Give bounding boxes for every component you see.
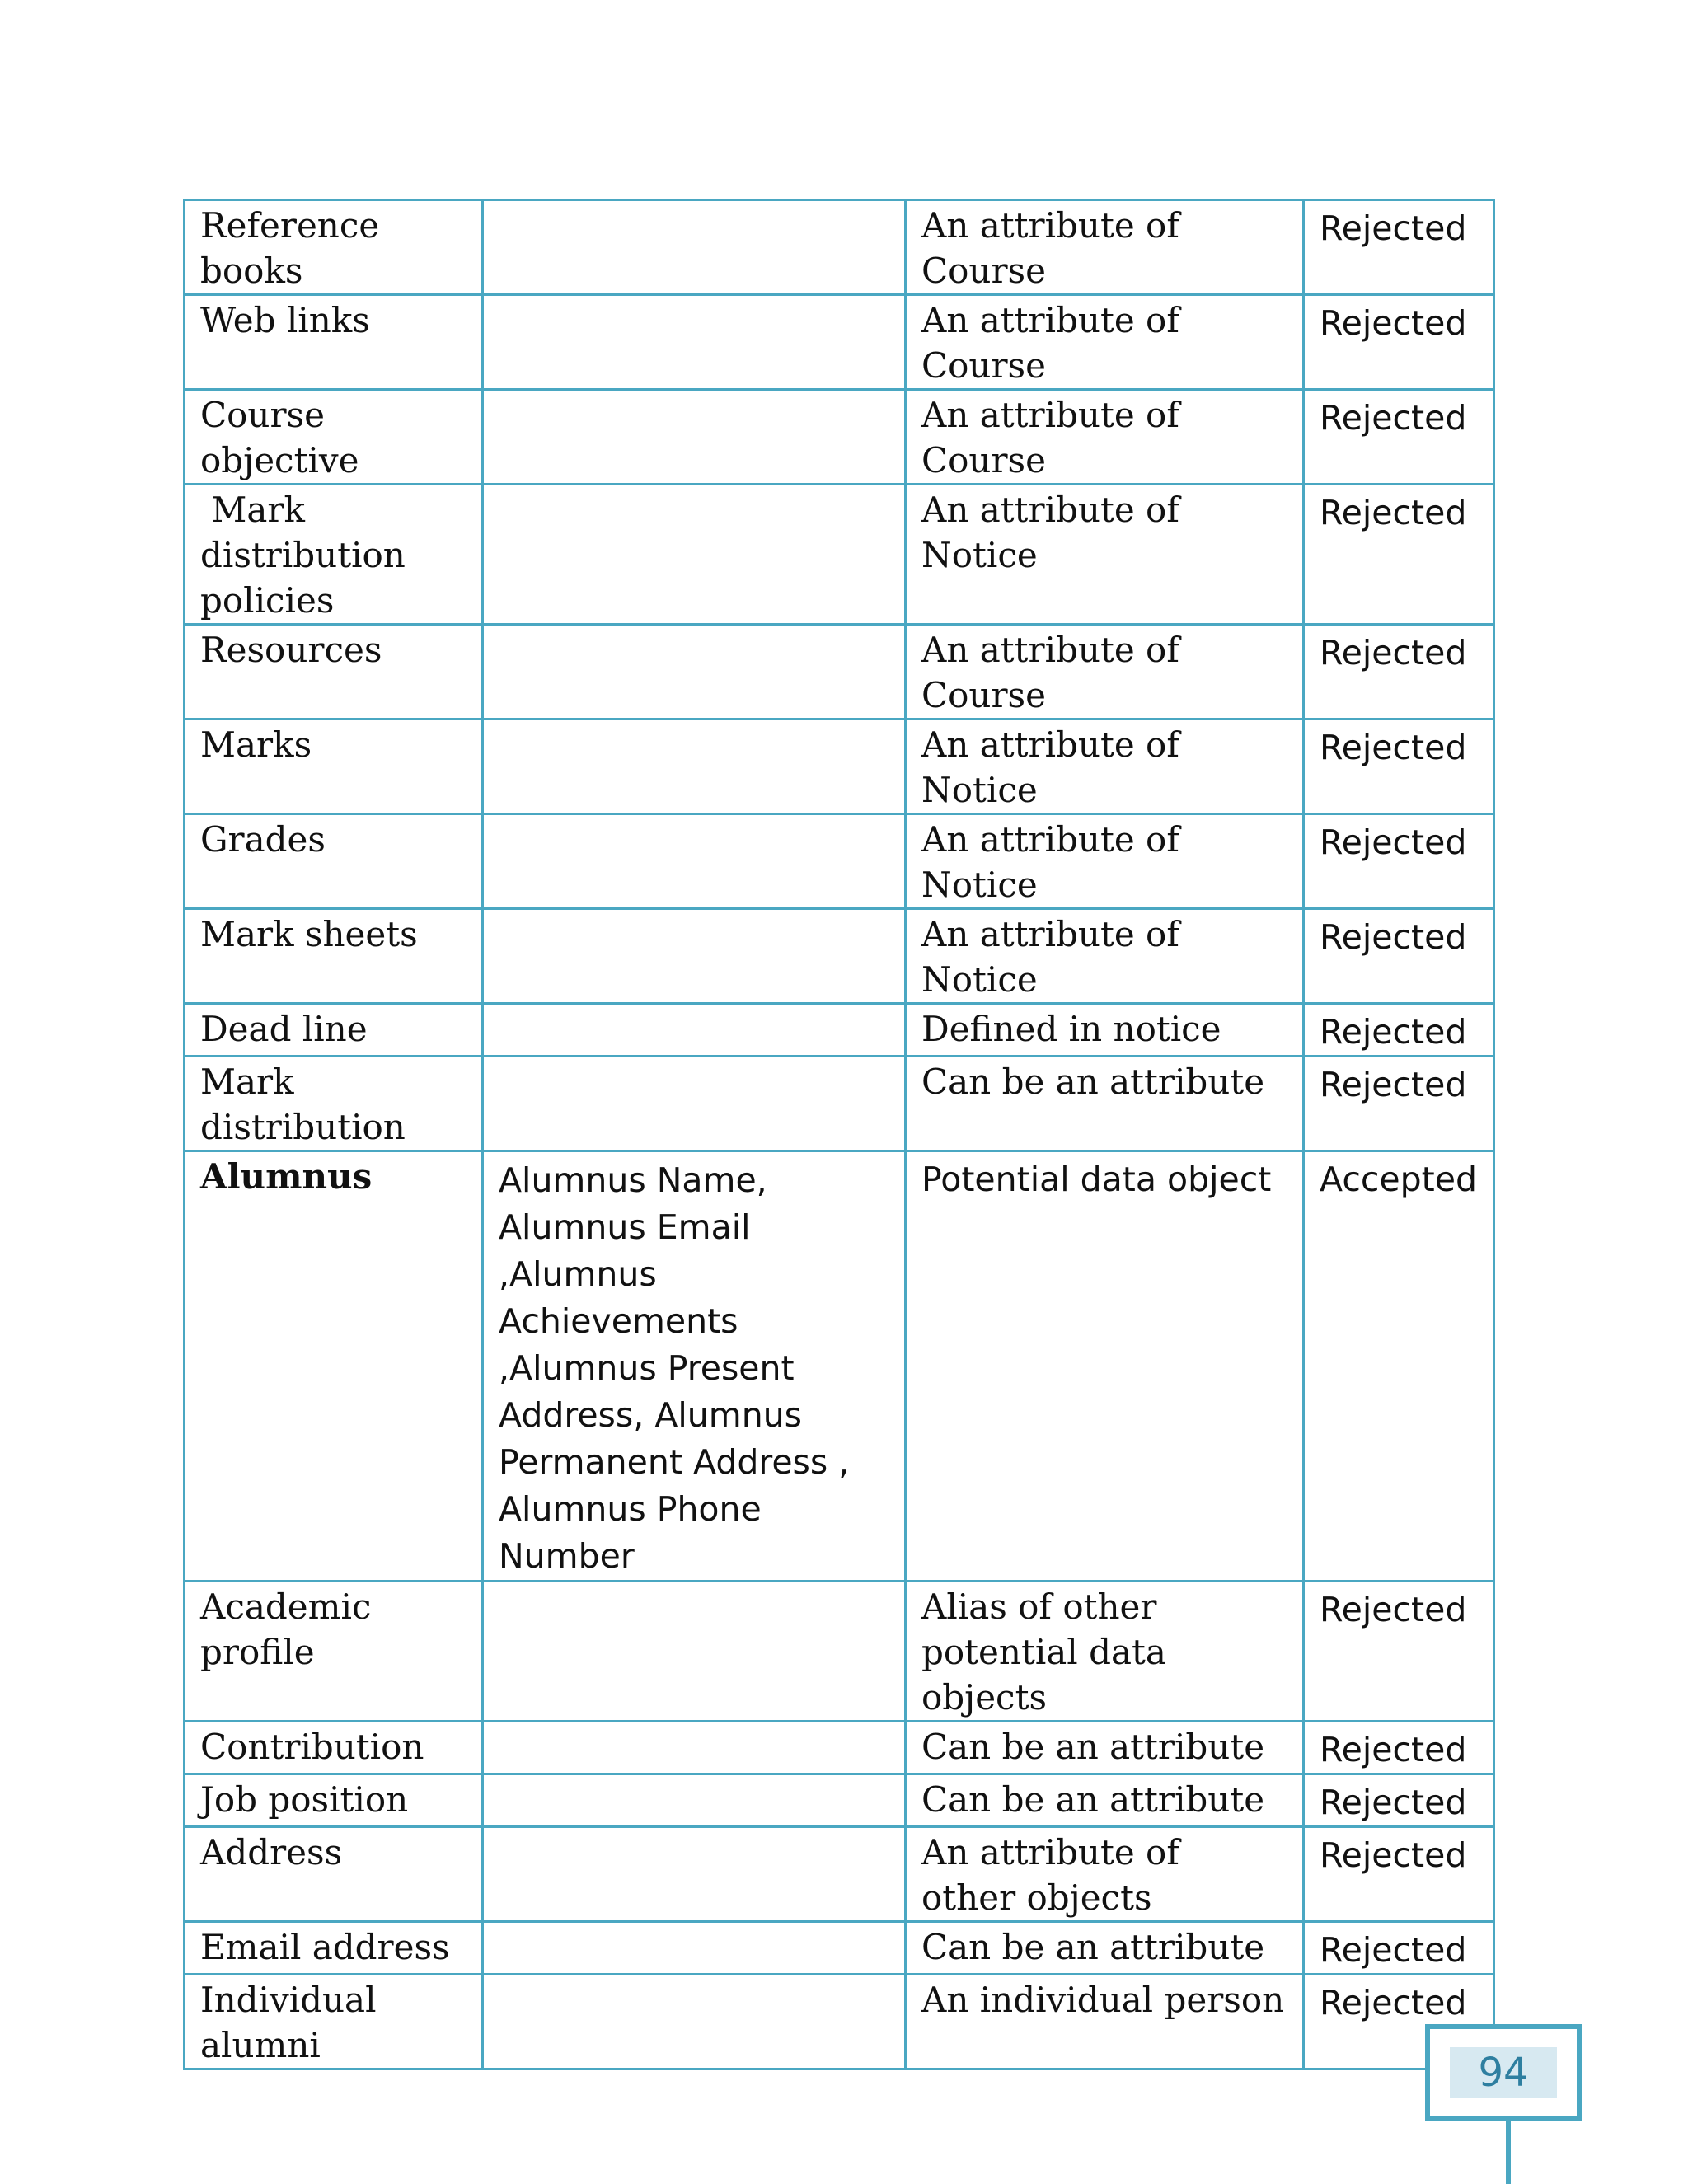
noun-cell: Alumnus bbox=[185, 1151, 483, 1582]
description-cell: An attribute of other objects bbox=[906, 1827, 1304, 1922]
table-row bbox=[185, 1582, 1494, 1722]
status-cell: Rejected bbox=[1304, 719, 1494, 814]
attributes-cell bbox=[483, 1827, 906, 1922]
description-cell: Can be an attribute bbox=[906, 1722, 1304, 1774]
table-row bbox=[185, 1774, 1494, 1827]
noun-cell: Grades bbox=[185, 814, 483, 909]
noun-cell: Mark sheets bbox=[185, 909, 483, 1004]
attributes-cell bbox=[483, 625, 906, 719]
attributes-cell bbox=[483, 200, 906, 295]
attributes-cell bbox=[483, 485, 906, 625]
table-row bbox=[185, 485, 1494, 625]
status-cell: Rejected bbox=[1304, 390, 1494, 485]
page-number-stem bbox=[1506, 2121, 1511, 2184]
table-row bbox=[185, 1722, 1494, 1774]
table-row bbox=[185, 719, 1494, 814]
attributes-cell bbox=[483, 814, 906, 909]
noun-cell: Reference books bbox=[185, 200, 483, 295]
description-cell: Can be an attribute bbox=[906, 1774, 1304, 1827]
noun-cell: Email address bbox=[185, 1922, 483, 1975]
table-row bbox=[185, 1827, 1494, 1922]
description-cell: Can be an attribute bbox=[906, 1922, 1304, 1975]
description-cell: An attribute of Course bbox=[906, 295, 1304, 390]
attributes-cell bbox=[483, 719, 906, 814]
noun-cell: Academic profile bbox=[185, 1582, 483, 1722]
attributes-cell bbox=[483, 1975, 906, 2069]
description-cell: Can be an attribute bbox=[906, 1057, 1304, 1151]
noun-cell: Course objective bbox=[185, 390, 483, 485]
noun-cell: Mark distribution bbox=[185, 1057, 483, 1151]
status-cell: Rejected bbox=[1304, 1774, 1494, 1827]
noun-cell: Web links bbox=[185, 295, 483, 390]
attributes-cell bbox=[483, 1922, 906, 1975]
status-cell: Rejected bbox=[1304, 909, 1494, 1004]
table-row bbox=[185, 295, 1494, 390]
attributes-cell bbox=[483, 390, 906, 485]
table-row bbox=[185, 625, 1494, 719]
description-cell: An attribute of Notice bbox=[906, 485, 1304, 625]
status-cell: Rejected bbox=[1304, 1582, 1494, 1722]
noun-cell: Marks bbox=[185, 719, 483, 814]
attributes-cell bbox=[483, 1774, 906, 1827]
noun-cell: Job position bbox=[185, 1774, 483, 1827]
description-cell: Defined in notice bbox=[906, 1004, 1304, 1057]
status-cell: Rejected bbox=[1304, 1722, 1494, 1774]
attributes-cell bbox=[483, 1722, 906, 1774]
status-cell: Rejected bbox=[1304, 1057, 1494, 1151]
table-row bbox=[185, 1975, 1494, 2069]
status-cell: Rejected bbox=[1304, 485, 1494, 625]
objects-table bbox=[183, 199, 1495, 2070]
status-cell: Rejected bbox=[1304, 1975, 1494, 2069]
page-number-box bbox=[1425, 2024, 1582, 2121]
status-cell: Rejected bbox=[1304, 200, 1494, 295]
description-cell: An attribute of Notice bbox=[906, 909, 1304, 1004]
description-cell: Alias of other potential data objects bbox=[906, 1582, 1304, 1722]
table-row bbox=[185, 909, 1494, 1004]
status-cell: Rejected bbox=[1304, 1922, 1494, 1975]
description-cell: An attribute of Notice bbox=[906, 814, 1304, 909]
description-cell: An attribute of Course bbox=[906, 625, 1304, 719]
status-cell: Rejected bbox=[1304, 1827, 1494, 1922]
noun-cell: Individual alumni bbox=[185, 1975, 483, 2069]
description-cell: Potential data object bbox=[906, 1151, 1304, 1582]
noun-cell: Address bbox=[185, 1827, 483, 1922]
description-cell: An attribute of Course bbox=[906, 390, 1304, 485]
attributes-cell bbox=[483, 1582, 906, 1722]
attributes-cell: Alumnus Name, Alumnus Email ,Alumnus Achievements ,Alumnus Present Address, Alumnus Permanent Address , Alumnus Phone Number bbox=[483, 1151, 906, 1582]
table-row bbox=[185, 200, 1494, 295]
status-cell: Rejected bbox=[1304, 295, 1494, 390]
status-cell: Rejected bbox=[1304, 625, 1494, 719]
description-cell: An attribute of Course bbox=[906, 200, 1304, 295]
table-row bbox=[185, 390, 1494, 485]
table-row bbox=[185, 1151, 1494, 1582]
status-cell: Rejected bbox=[1304, 814, 1494, 909]
table-row bbox=[185, 1922, 1494, 1975]
table-row bbox=[185, 1004, 1494, 1057]
status-cell: Accepted bbox=[1304, 1151, 1494, 1582]
attributes-cell bbox=[483, 295, 906, 390]
status-cell: Rejected bbox=[1304, 1004, 1494, 1057]
noun-cell: Resources bbox=[185, 625, 483, 719]
description-cell: An individual person bbox=[906, 1975, 1304, 2069]
table-row bbox=[185, 1057, 1494, 1151]
description-cell: An attribute of Notice bbox=[906, 719, 1304, 814]
attributes-cell bbox=[483, 909, 906, 1004]
noun-cell: Dead line bbox=[185, 1004, 483, 1057]
attributes-cell bbox=[483, 1004, 906, 1057]
attributes-cell bbox=[483, 1057, 906, 1151]
noun-cell: Mark distribution policies bbox=[185, 485, 483, 625]
noun-cell: Contribution bbox=[185, 1722, 483, 1774]
page-number: 94 bbox=[1450, 2047, 1557, 2098]
table-row bbox=[185, 814, 1494, 909]
